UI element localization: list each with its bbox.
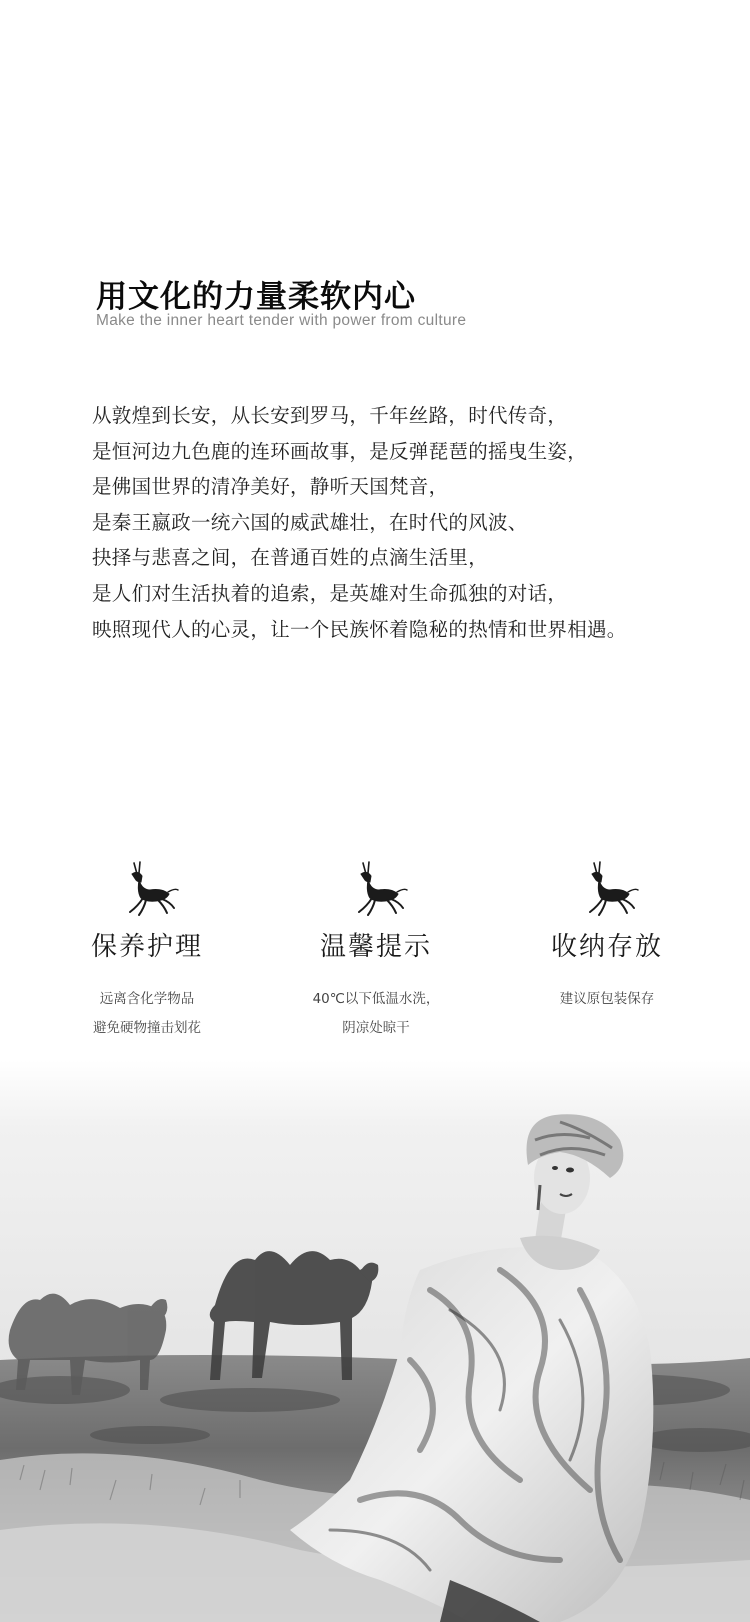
desert-scene-illustration (0, 1060, 750, 1622)
intro-line: 映照现代人的心灵，让一个民族怀着隐秘的热情和世界相遇。 (92, 617, 627, 641)
intro-line: 是恒河边九色鹿的连环画故事，是反弹琵琶的摇曳生姿， (92, 439, 588, 463)
feature-desc-line: 避免硬物撞击划花 (93, 1020, 201, 1036)
feature-desc (507, 985, 707, 1014)
feature-desc (47, 985, 247, 1043)
feature-title: 收纳存放 (550, 932, 663, 962)
feature-care (47, 860, 247, 1043)
section-title: 用文化的力量柔软内心 (96, 278, 416, 315)
intro-line: 抉择与悲喜之间，在普通百姓的点滴生活里， (92, 546, 489, 570)
intro-line: 是佛国世界的清净美好，静听天国梵音， (92, 475, 449, 499)
deer-icon (341, 860, 411, 918)
care-features (0, 860, 750, 1080)
intro-line: 是秦王嬴政一统六国的威武雄壮，在时代的风波、 (92, 510, 528, 534)
feature-desc-line: 阴凉处晾干 (342, 1020, 410, 1036)
feature-title: 温馨提示 (319, 932, 432, 962)
feature-title: 保养护理 (90, 932, 203, 962)
feature-desc-line: 建议原包装保存 (559, 991, 655, 1007)
deer-icon (112, 860, 182, 918)
intro-paragraph (92, 398, 732, 647)
feature-storage (507, 860, 707, 1014)
feature-tips (276, 860, 476, 1043)
section-subtitle: Make the inner heart tender with power from culture (96, 312, 467, 329)
intro-line: 是人们对生活执着的追索，是英雄对生命孤独的对话， (92, 581, 568, 605)
feature-desc-line: 40℃以下低温水洗， (312, 991, 440, 1007)
deer-icon (572, 860, 642, 918)
feature-desc (276, 985, 476, 1043)
hero-photo (0, 1060, 750, 1622)
feature-desc-line: 远离含化学物品 (99, 991, 195, 1007)
intro-line: 从敦煌到长安，从长安到罗马，千年丝路，时代传奇， (92, 404, 568, 427)
